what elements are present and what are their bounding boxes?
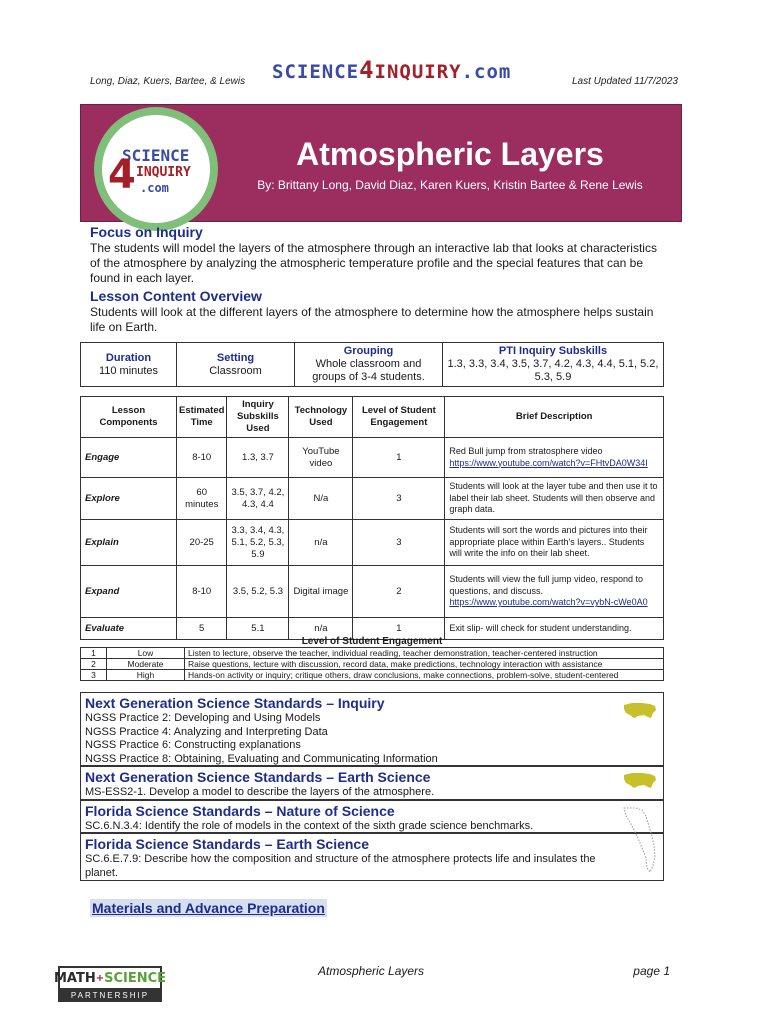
table-row — [81, 438, 664, 478]
description-cell — [445, 566, 664, 618]
page-title: Atmospheric Layers — [296, 136, 604, 172]
table-row — [81, 520, 664, 566]
engagement-desc: Raise questions, lecture with discussion, record data, make predictions, technology interaction with assistance — [185, 659, 664, 670]
header-authors: Long, Diaz, Kuers, Bartee, & Lewis — [90, 76, 246, 87]
component-cell: Evaluate — [81, 618, 177, 640]
table-row — [81, 648, 664, 659]
engagement-table — [80, 647, 664, 681]
component-cell: Expand — [81, 566, 177, 618]
us-map-icon — [622, 700, 658, 722]
ngss-inquiry-box — [80, 692, 664, 766]
level-cell: 2 — [353, 566, 445, 618]
grouping-label: Grouping — [343, 345, 394, 357]
footer-title: Atmospheric Layers — [318, 964, 425, 978]
fl-nature-box — [80, 800, 664, 833]
ngss-earth-box — [80, 766, 664, 800]
header-logo[interactable] — [272, 56, 511, 84]
component-cell: Explore — [81, 478, 177, 520]
msp-logo-math: MATH — [53, 970, 96, 986]
byline: By: Brittany Long, David Diaz, Karen Kuers, Kristin Bartee & Rene Lewis — [257, 178, 643, 192]
description-text: Red Bull jump from stratosphere video — [449, 446, 603, 456]
tech-cell: Digital image — [289, 566, 353, 618]
pti-cell — [443, 343, 664, 387]
us-map-icon — [622, 770, 658, 792]
time-cell: 8-10 — [177, 438, 227, 478]
col-header: Brief Description — [445, 397, 664, 438]
msp-logo-plus: + — [95, 972, 105, 984]
summary-table — [80, 342, 664, 387]
table-row — [81, 478, 664, 520]
header-logo-four: 4 — [359, 56, 375, 84]
component-cell: Explain — [81, 520, 177, 566]
time-cell: 8-10 — [177, 566, 227, 618]
col-header: Technology Used — [289, 397, 353, 438]
standard-line: NGSS Practice 8: Obtaining, Evaluating and Communicating Information — [85, 752, 438, 765]
tech-cell: N/a — [289, 478, 353, 520]
time-cell: 5 — [177, 618, 227, 640]
ngss-inquiry-heading: Next Generation Science Standards – Inquiry — [85, 695, 385, 711]
standard-line: MS-ESS2-1. Develop a model to describe the layers of the atmosphere. — [85, 786, 435, 798]
engagement-num: 3 — [81, 670, 107, 681]
engagement-num: 1 — [81, 648, 107, 659]
standard-line: SC.6.N.3.4: Identify the role of models in the context of the sixth grade science benchmarks. — [85, 820, 534, 832]
tech-cell: n/a — [289, 520, 353, 566]
tech-cell: n/a — [289, 618, 353, 640]
engagement-num: 2 — [81, 659, 107, 670]
msp-logo-science: SCIENCE — [104, 970, 167, 986]
logo-four-text: 4 — [108, 152, 136, 198]
table-row — [81, 659, 664, 670]
fl-nature-heading: Florida Science Standards – Nature of Science — [85, 803, 395, 819]
header-last-updated: Last Updated 11/7/2023 — [571, 76, 678, 87]
component-cell: Engage — [81, 438, 177, 478]
level-cell: 1 — [353, 618, 445, 640]
header-logo-com: .com — [461, 61, 512, 83]
time-cell: 20-25 — [177, 520, 227, 566]
table-row — [81, 566, 664, 618]
col-header: Inquiry Subskills Used — [227, 397, 289, 438]
logo-inquiry-text: INQUIRY — [136, 165, 191, 180]
subskills-cell: 3.5, 5.2, 5.3 — [227, 566, 289, 618]
engagement-level: High — [107, 670, 185, 681]
engagement-title: Level of Student Engagement — [301, 636, 443, 647]
level-cell: 3 — [353, 478, 445, 520]
subskills-cell: 1.3, 3.7 — [227, 438, 289, 478]
overview-text: Students will look at the different layers of the atmosphere to determine how the atmosphere helps sustain life on Earth. — [90, 305, 654, 334]
engagement-desc: Hands-on activity or inquiry; critique others, draw conclusions, make connections, problem-solve, student-centered — [185, 670, 664, 681]
col-header: Lesson Components — [81, 397, 177, 438]
description-cell: Exit slip- will check for student understanding. — [445, 618, 664, 640]
table-row — [81, 670, 664, 681]
duration-value: 110 minutes — [98, 364, 159, 377]
level-cell: 3 — [353, 520, 445, 566]
standard-line: NGSS Practice 4: Analyzing and Interpreting Data — [85, 725, 328, 738]
fl-earth-box — [80, 833, 664, 881]
math-science-partnership-logo — [53, 966, 167, 1004]
duration-label: Duration — [105, 351, 152, 364]
focus-text: The students will model the layers of the atmosphere through an interactive lab that looks at characteristics of the atmosphere by analyzing the atmospheric temperature profile and the special features that can be found in each layer. — [90, 241, 657, 285]
time-cell: 60 minutes — [177, 478, 227, 520]
pti-value: 1.3, 3.3, 3.4, 3.5, 3.7, 4.2, 4.3, 4.4, 5.1, 5.2, 5.3, 5.9 — [447, 358, 659, 383]
duration-cell — [81, 343, 177, 387]
header-logo-science: SCIENCE — [272, 61, 360, 83]
subskills-cell: 3.3, 3.4, 4.3, 5.1, 5.2, 5.3, 5.9 — [227, 520, 289, 566]
logo-com-text: .com — [140, 181, 169, 195]
logo-science-text: SCIENCE — [122, 146, 190, 165]
msp-logo-partnership: PARTNERSHIP — [58, 990, 162, 1002]
grouping-value: Whole classroom and groups of 3-4 students. — [312, 358, 425, 383]
setting-cell — [177, 343, 295, 387]
materials-heading: Materials and Advance Preparation — [92, 900, 325, 916]
pti-label: PTI Inquiry Subskills — [498, 345, 608, 357]
setting-label: Setting — [216, 351, 255, 364]
video-link[interactable]: https://www.youtube.com/watch?v=FHtvDA0W34I — [449, 457, 648, 468]
subskills-cell: 5.1 — [227, 618, 289, 640]
standard-line: NGSS Practice 6: Constructing explanations — [85, 739, 301, 751]
col-header: Estimated Time — [177, 397, 227, 438]
engagement-desc: Listen to lecture, observe the teacher, individual reading, teacher demonstration, teacher-centered instruction — [185, 648, 664, 659]
florida-map-icon — [622, 804, 662, 878]
page-number: page 1 — [633, 964, 670, 978]
fl-earth-heading: Florida Science Standards – Earth Science — [85, 836, 369, 852]
header-logo-inquiry: INQUIRY — [374, 61, 462, 83]
tech-cell: YouTube video — [289, 438, 353, 478]
description-cell: Students will look at the layer tube and then use it to label their lab sheet. Students will then observe and graph data. — [445, 478, 664, 520]
subskills-cell: 3.5, 3.7, 4.2, 4.3, 4.4 — [227, 478, 289, 520]
col-header: Level of Student Engagement — [353, 397, 445, 438]
engagement-level: Low — [107, 648, 185, 659]
description-text: Students will view the full jump video, respond to questions, and discuss. — [449, 574, 644, 596]
grouping-cell — [295, 343, 443, 387]
lesson-table — [80, 396, 664, 640]
description-cell — [445, 438, 664, 478]
engagement-level: Moderate — [107, 659, 185, 670]
level-cell: 1 — [353, 438, 445, 478]
standard-line: SC.6.E.7.9: Describe how the composition and structure of the atmosphere protects life and insulates the planet. — [85, 853, 596, 879]
focus-heading: Focus on Inquiry — [90, 224, 203, 240]
ngss-earth-heading: Next Generation Science Standards – Earth Science — [85, 769, 431, 785]
overview-heading: Lesson Content Overview — [90, 288, 262, 304]
video-link[interactable]: https://www.youtube.com/watch?v=vybN-cWe0A0 — [449, 597, 648, 608]
setting-value: Classroom — [209, 364, 262, 377]
standard-line: NGSS Practice 2: Developing and Using Models — [85, 712, 321, 724]
description-cell: Students will sort the words and pictures into their appropriate place within Earth's layers.. Students will write the info on their lab sheet. — [445, 520, 664, 566]
